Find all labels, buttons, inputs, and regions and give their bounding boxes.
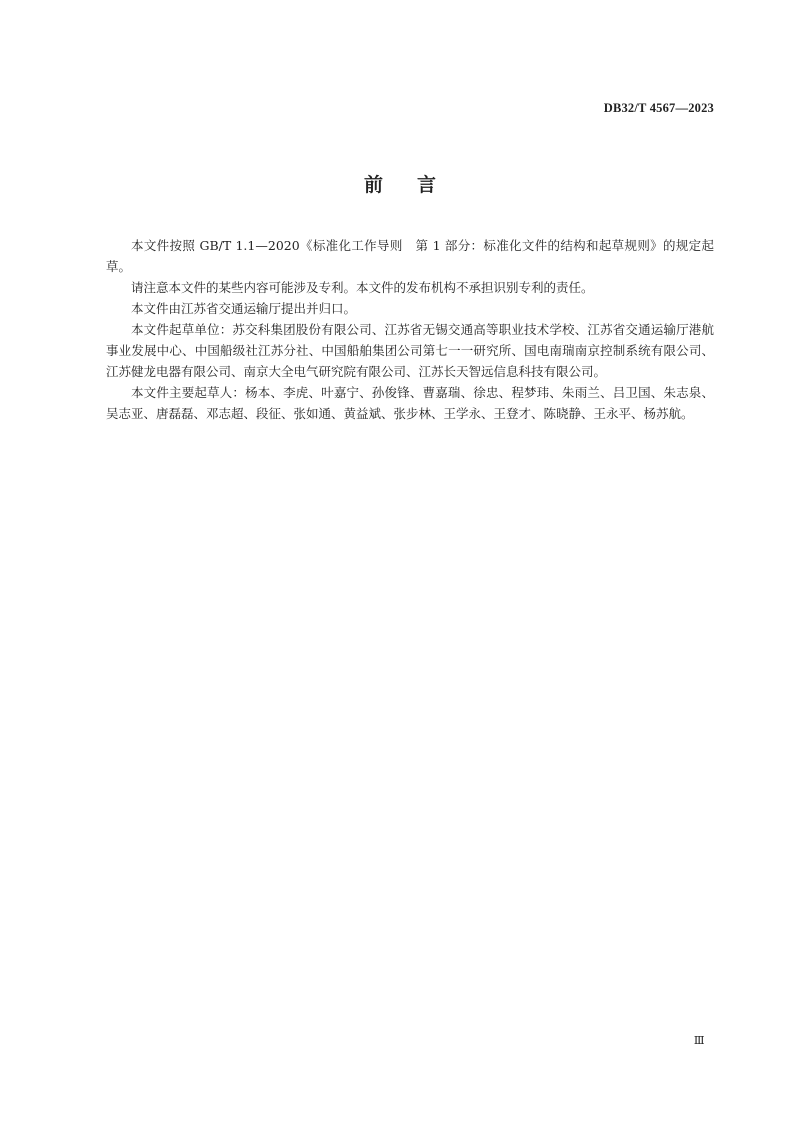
- page-title: 前言: [363, 174, 470, 196]
- foreword-body: [106, 235, 714, 424]
- document-code: DB32/T 4567—2023: [603, 101, 714, 115]
- paragraph-drafting-units: 本文件起草单位：苏交科集团股份有限公司、江苏省无锡交通高等职业技术学校、江苏省交通运输厅港航事业发展中心、中国船级社江苏分社、中国船舶集团公司第七一一研究所、国电南瑞南京控制系统有限公司、江苏健龙电器有限公司、南京大全电气研究院有限公司、江苏长天智远信息科技有限公司。: [106, 322, 714, 379]
- page-number: Ⅲ: [693, 1035, 704, 1047]
- paragraph-proposer: 本文件由江苏省交通运输厅提出并归口。: [131, 301, 357, 316]
- paragraph-drafting-rules: 本文件按照 GB/T 1.1—2020《标准化工作导则 第 1 部分：标准化文件的结构和起草规则》的规定起草。: [106, 238, 714, 274]
- paragraph-patent-notice: 请注意本文件的某些内容可能涉及专利。本文件的发布机构不承担识别专利的责任。: [131, 280, 594, 295]
- paragraph-main-drafters: 本文件主要起草人：杨本、李虎、叶嘉宁、孙俊锋、曹嘉瑞、徐忠、程梦玮、朱雨兰、吕卫国、朱志泉、吴志亚、唐磊磊、邓志超、段征、张如通、黄益斌、张步林、王学永、王登才、陈晓静、王永平、杨苏航。: [106, 385, 714, 421]
